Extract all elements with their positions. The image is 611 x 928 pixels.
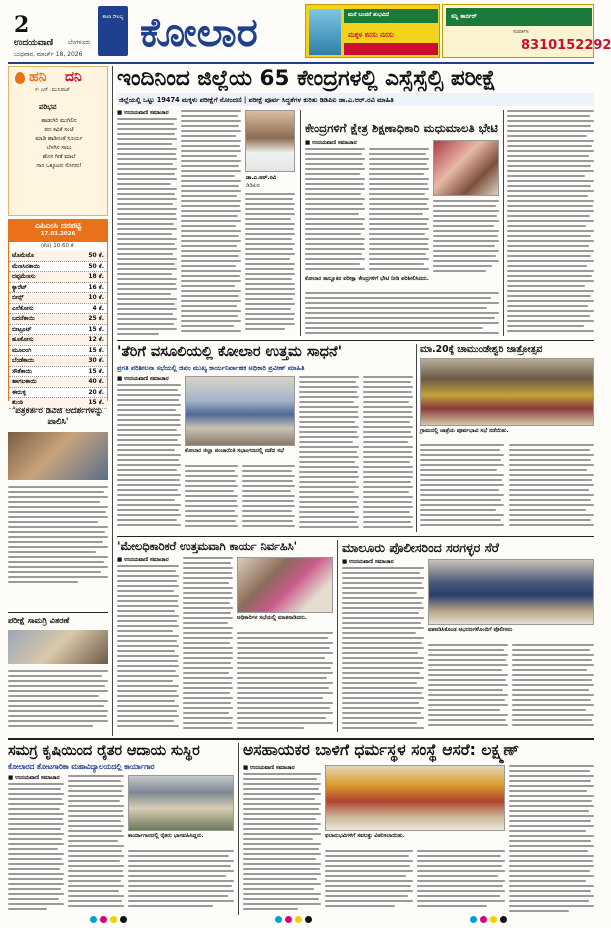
tax-col-4 (299, 376, 359, 532)
work-byline: ■ ಉದಯವಾಣಿ ಸಮಾಚಾರ (117, 557, 169, 563)
apmc-item: ಕ್ಯಾರೆಟ್ (12, 283, 27, 291)
apmc-header (9, 220, 107, 242)
masthead-date: ಬುಧವಾರ, ಮಾರ್ಚ್ 18, 2026 (14, 51, 83, 58)
dharmasthala-col-2 (325, 850, 413, 913)
agri-col-2 (68, 775, 124, 913)
apmc-row (9, 377, 107, 388)
lead-side-caption: ಕೋಲಾರ ತಾಲ್ಲೂಕಿನ ಪರೀಕ್ಷಾ ಕೇಂದ್ರಗಳಿಗೆ ಭೇಟಿ ನೀಡಿ ಪರಿಶೀಲಿಸಿದರು. (305, 276, 429, 282)
apmc-row (9, 356, 107, 367)
registration-marks-right (470, 916, 507, 923)
lead-side-photo (433, 140, 499, 196)
dvg-text (8, 486, 108, 606)
apmc-row (9, 346, 107, 357)
poem-line: ಪದ ಕವಿತೆ ಸಂಜೆ (44, 127, 74, 133)
logo-dani: ದನಿ (65, 69, 82, 85)
apmc-item: ಮೆಣಸಿನಕಾಯಿ (12, 262, 40, 270)
tax-col-2 (185, 465, 238, 532)
poem-line: ಹೊಸ ಗೀತೆ ಮಾಲೆ (42, 154, 76, 160)
apmc-date: 17.03.2026 (40, 231, 76, 237)
apmc-row (9, 388, 107, 399)
fest-col-1 (420, 444, 504, 532)
poem-line: ಬೆಳಗಿನ ಸಾಲು (46, 145, 72, 151)
top-ad-2 (442, 4, 611, 58)
apmc-price: 4 ಕೆ. (92, 304, 104, 312)
tax-headline: 'ತೆರಿಗೆ ವಸೂಲಿಯಲ್ಲಿ ಕೋಲಾರ ಉತ್ತಮ ಸಾಧನೆ' (117, 344, 343, 360)
top-ad-1 (305, 4, 440, 58)
reg-dot (120, 916, 127, 923)
apmc-item: ಬೆಂಡೆಕಾಯಿ (12, 357, 35, 364)
apmc-item: ಸೌತೆಕಾಯಿ (12, 367, 33, 375)
reg-dot (110, 916, 117, 923)
work-headline: 'ಮೇಲಧಿಕಾರಿಕರೆ ಉತ್ತಮವಾಗಿ ಕಾರ್ಯ ನಿರ್ವಹಿಸಿ' (117, 540, 298, 553)
apmc-item: ದಪ್ಪಮೆಣಸು (12, 273, 36, 280)
lead-subhead: ಜಿಲ್ಲೆಯಲ್ಲಿ ಒಟ್ಟು 19474 ಮಕ್ಕಳು ಪರೀಕ್ಷೆಗೆ ನೋಂದಣಿ | ಪರೀಕ್ಷೆ ಪೂರ್ವ ಸಿದ್ಧತೆಗಳ ಕುರಿತು ಡಿಡಿಪಿಐ ಡಾ.ಎ.ಆರ್.ರವಿ ಮಾಹಿತಿ (119, 96, 394, 104)
lead-col-3 (245, 193, 295, 336)
apmc-price: 50 ಕೆ. (88, 262, 104, 270)
tax-divider (416, 344, 417, 532)
police-caption: ವಶಪಡಿಸಿಕೊಂಡ ಆಭರಣಗಳೊಂದಿಗೆ ಪೊಲೀಸರು (428, 627, 513, 633)
agri-headline: ಸಮಗ್ರ ಕೃಷಿಯಿಂದ ರೈತರ ಆದಾಯ ಸುಸ್ಥಿರ (8, 743, 200, 759)
registration-marks-center (275, 916, 312, 923)
apmc-item: ಹಾಗಲಕಾಯಿ (12, 378, 37, 385)
dharmasthala-col-4 (509, 765, 594, 913)
tax-col-3 (242, 465, 295, 532)
police-col-3 (512, 644, 594, 732)
sidebar-rule (8, 612, 108, 613)
apmc-price: 18 ಕೆ. (88, 273, 104, 280)
apmc-price: 20 ಕೆ. (88, 388, 104, 396)
sidebar-divider (112, 66, 113, 736)
apmc-table (9, 251, 107, 409)
tax-byline: ■ ಉದಯವಾಣಿ ಸಮಾಚಾರ (117, 376, 169, 382)
dharmasthala-col-3 (417, 850, 505, 913)
work-photo (237, 557, 333, 613)
lead-side-col-2 (369, 148, 429, 274)
apmc-price: 15 ಕೆ. (88, 325, 104, 333)
reg-dot (500, 916, 507, 923)
left-ad (98, 6, 128, 56)
apmc-row (9, 335, 107, 346)
lead-side-headline: ಕೇಂದ್ರಗಳಿಗೆ ಕ್ಷೇತ್ರ ಶಿಕ್ಷಣಾಧಿಕಾರಿ ಮಧುಮಾಲತಿ ಭೇಟಿ (305, 121, 498, 135)
lead-side-col-3 (433, 200, 499, 274)
apmc-price: 16 ಕೆ. (88, 283, 104, 291)
tax-caption: ಕೋಲಾರ ಜಿಲ್ಲಾ ಪಂಚಾಯಿತಿ ಸಭಾಂಗಣದಲ್ಲಿ ನಡೆದ ಸಭೆ (185, 448, 284, 454)
work-col-1 (117, 565, 179, 732)
page-number: 2 (14, 12, 30, 38)
exam-material-story (8, 616, 108, 736)
lead-photo-caption: ಡಾ.ಎ.ಆರ್.ರವಿ (246, 175, 277, 181)
tax-photo (185, 376, 295, 446)
police-col-1 (342, 567, 424, 732)
apmc-price: 10 ಕೆ. (88, 294, 104, 301)
columnist: ✍ ಎನ್. ಮುನಿರಾಜ್ (35, 87, 71, 93)
left-ad-text: ಶಾಲಾ ಸೌಲಭ್ಯ (102, 15, 124, 20)
ad2-line2: ಸಂಪರ್ಕಿಸಿ (513, 29, 529, 35)
poem-line: ಗಾನ ಒಕ್ಕೂಟದ ಸೊಗಸು! (36, 163, 82, 169)
police-headline: ಮಾಲೂರು ಪೊಲೀಸರಿಂದ ಸರಗಳ್ಳರ ಸೆರೆ (342, 540, 499, 555)
masthead-rule (8, 62, 594, 64)
apmc-price: 40 ಕೆ. (88, 378, 104, 385)
apmc-row (9, 262, 107, 273)
apmc-row (9, 304, 107, 315)
apmc-price: 15 ಕೆ. (88, 367, 104, 375)
agri-byline: ■ ಉದಯವಾಣಿ ಸಮಾಚಾರ (8, 775, 60, 781)
apmc-price: 15 ಕೆ. (88, 399, 104, 406)
work-col-2 (183, 557, 233, 732)
apmc-unit: (ಕೆಜಿ) 10.60 ಕೆ. (40, 243, 76, 249)
poem-line: ಮಾಡಿ ಹಾಡಿನಂತೆ ಸೂರ್ಯ (35, 136, 83, 142)
dharmasthala-col-1 (243, 773, 321, 913)
apmc-item: ಶುಂಠಿ (12, 399, 24, 406)
lead-ddpi-photo (245, 110, 295, 172)
drop-icon (15, 72, 25, 84)
tax-bottom-rule (117, 536, 594, 537)
dvg-headline: 'ಪತ್ರಕರ್ತರ ಡಿವಿಜಿ ಆದರ್ಶಗಳನ್ನು ಪಾಲಿಸಿ' (12, 406, 104, 427)
dharmasthala-headline: ಅಸಹಾಯಕರ ಬಾಳಿಗೆ ಧರ್ಮಸ್ಥಳ ಸಂಸ್ಥೆ ಆಸರೆ: ಲಕ್ಷ್ಮಣ್ (243, 741, 520, 759)
reg-dot (470, 916, 477, 923)
police-byline: ■ ಉದಯವಾಣಿ ಸಮಾಚಾರ (342, 559, 394, 565)
dharmasthala-caption: ಫಲಾನುಭವಿಗಳಿಗೆ ಸವಲತ್ತು ವಿತರಿಸಲಾಯಿತು. (325, 833, 405, 839)
lead-side-byline: ■ ಉದಯವಾಣಿ ಸಮಾಚಾರ (305, 140, 357, 146)
agri-photo (128, 775, 234, 831)
apmc-title: ಎಪಿಎಂಸಿ ದರಪಟ್ಟಿ (34, 221, 82, 230)
apmc-item: ಟೊಮೆಟೊ (12, 252, 34, 259)
dvg-story (8, 406, 108, 611)
apmc-box (8, 219, 108, 406)
masthead (0, 0, 611, 62)
tax-col-1 (117, 384, 181, 532)
reg-dot (295, 916, 302, 923)
police-photo (428, 559, 594, 625)
apmc-price: 15 ಕೆ. (88, 346, 104, 354)
fest-photo (420, 358, 594, 426)
apmc-row (9, 293, 107, 304)
agri-col-1 (8, 783, 64, 913)
apmc-row (9, 251, 107, 262)
fest-col-2 (509, 444, 594, 532)
logo-hani: ಹನಿ (29, 69, 47, 85)
exam-material-text (8, 670, 108, 734)
reg-dot (305, 916, 312, 923)
hani-dani-box (8, 66, 108, 216)
reg-dot (285, 916, 292, 923)
lead-col-2 (181, 110, 241, 336)
paper-name: ಉದಯವಾಣಿ (14, 38, 54, 48)
poem-lines (15, 117, 103, 171)
work-col-3 (237, 632, 333, 732)
fest-headline: ಮಾ.20ಕ್ಕೆ ಚಾಮುಂಡೇಶ್ವರಿ ಜಾತ್ರೋತ್ಸವ (420, 344, 543, 355)
dharmasthala-byline: ■ ಉದಯವಾಣಿ ಸಮಾಚಾರ (243, 765, 295, 771)
ad2-line1: ಸನ್ನಿ ಕಾರ್ನರ್ (451, 13, 477, 20)
agri-col-3 (128, 850, 234, 913)
apmc-price: 30 ಕೆ. (88, 357, 104, 364)
lead-side-col-4 (305, 292, 499, 336)
apmc-price: 12 ಕೆ. (88, 336, 104, 343)
reg-dot (100, 916, 107, 923)
apmc-item: ಈರುಳ್ಳಿ (12, 388, 26, 396)
reg-dot (490, 916, 497, 923)
poem-title: ಪರಿಭವ (39, 103, 57, 111)
apmc-row (9, 367, 107, 378)
dharmasthala-photo (325, 765, 505, 831)
ad2-phone: 8310152292 (521, 38, 611, 53)
tax-col-5 (363, 376, 413, 532)
apmc-row (9, 314, 107, 325)
ad1-line2: ಮಕ್ಕಳ ಕನಸು ನನಸು (348, 31, 394, 39)
poem-line: ಹಾಡುಗಿರಿ ಮುಗಿಲಿನ (41, 118, 77, 124)
exam-material-photo (8, 630, 108, 664)
ad1-strip2 (344, 43, 438, 55)
lead-divider (300, 110, 301, 336)
apmc-item: ಮೂಲಂಗಿ (12, 346, 32, 354)
apmc-price: 25 ಕೆ. (88, 315, 104, 322)
sidebar (8, 66, 108, 736)
agri-caption: ಕಾರ್ಯಾಗಾರದಲ್ಲಿ ರೈತರು ಭಾಗವಹಿಸಿದ್ದರು. (128, 833, 204, 839)
right-col-text (507, 110, 594, 336)
lead-bottom-rule (117, 340, 594, 341)
reg-dot (90, 916, 97, 923)
fest-caption: ಗ್ರಾಮದಲ್ಲಿ ಜಾತ್ರೆಯ ಪೂರ್ವಭಾವಿ ಸಭೆ ನಡೆಯಿತು. (420, 428, 509, 434)
bottom-divider (238, 743, 239, 915)
apmc-row (9, 283, 107, 294)
ad1-image (309, 9, 341, 55)
exam-material-headline: ಪರೀಕ್ಷೆ ಸಾಮಗ್ರಿ ವಿತರಣೆ (8, 616, 70, 625)
dvg-photo (8, 432, 108, 480)
mid-bottom-rule (8, 738, 594, 740)
reg-dot (275, 916, 282, 923)
lead-side-col-1 (305, 148, 365, 274)
reg-dot (480, 916, 487, 923)
apmc-item: ಬದನೆಕಾಯಿ (12, 315, 35, 322)
lead-col-1 (117, 118, 177, 336)
lead-headline: ಇಂದಿನಿಂದ ಜಿಲ್ಲೆಯ 65 ಕೇಂದ್ರಗಳಲ್ಲಿ ಎಸ್ಸೆಸ್ಸೆಲ್ಸಿ ಪರೀಕ್ಷೆ (117, 66, 497, 91)
apmc-price: 50 ಕೆ. (88, 252, 104, 259)
apmc-item: ಬೀಟ್ರೂಟ್ (12, 325, 32, 333)
registration-marks-left (90, 916, 127, 923)
apmc-row (9, 325, 107, 336)
lead-byline: ■ ಉದಯವಾಣಿ ಸಮಾಚಾರ (117, 110, 169, 116)
apmc-row (9, 272, 107, 283)
police-col-2 (428, 644, 508, 732)
section-title: ಕೋಲಾರ (140, 10, 258, 56)
tax-subhead: ಪ್ರಗತಿ ಪರಿಶೀಲನಾ ಸಭೆಯಲ್ಲಿ ಜಿಪಂ ಮುಖ್ಯ ಕಾರ್ಯನಿರ್ವಾಹಕ ಅಧಿಕಾರಿ ಪ್ರವೀಣ್ ಮಾಹಿತಿ (117, 364, 305, 372)
work-caption: ಅಧಿಕಾರಿಗಳ ಸಭೆಯಲ್ಲಿ ಮಾತನಾಡಿದರು. (237, 615, 307, 621)
lead-photo-caption-2: ಡಿಡಿಪಿಐ (246, 183, 261, 189)
ad1-line1: ಮನೆ ಬಂದರೆ ಶುಭವಿದೆ (348, 12, 390, 18)
work-divider (337, 540, 338, 732)
agri-subhead: ಕೋಲಾರದ ತೋಟಗಾರಿಕಾ ಮಹಾವಿದ್ಯಾಲಯದಲ್ಲಿ ಕಾರ್ಯಾಗಾರ (8, 762, 155, 771)
apmc-item: ಎಲೆಕೋಸು (12, 304, 34, 312)
right-col-divider (503, 110, 504, 336)
apmc-item: ಬೀನ್ಸ್ (12, 294, 24, 301)
apmc-item: ಹೂಕೋಸು (12, 336, 34, 343)
edition: ಬೆಂಗಳೂರು (68, 39, 91, 46)
